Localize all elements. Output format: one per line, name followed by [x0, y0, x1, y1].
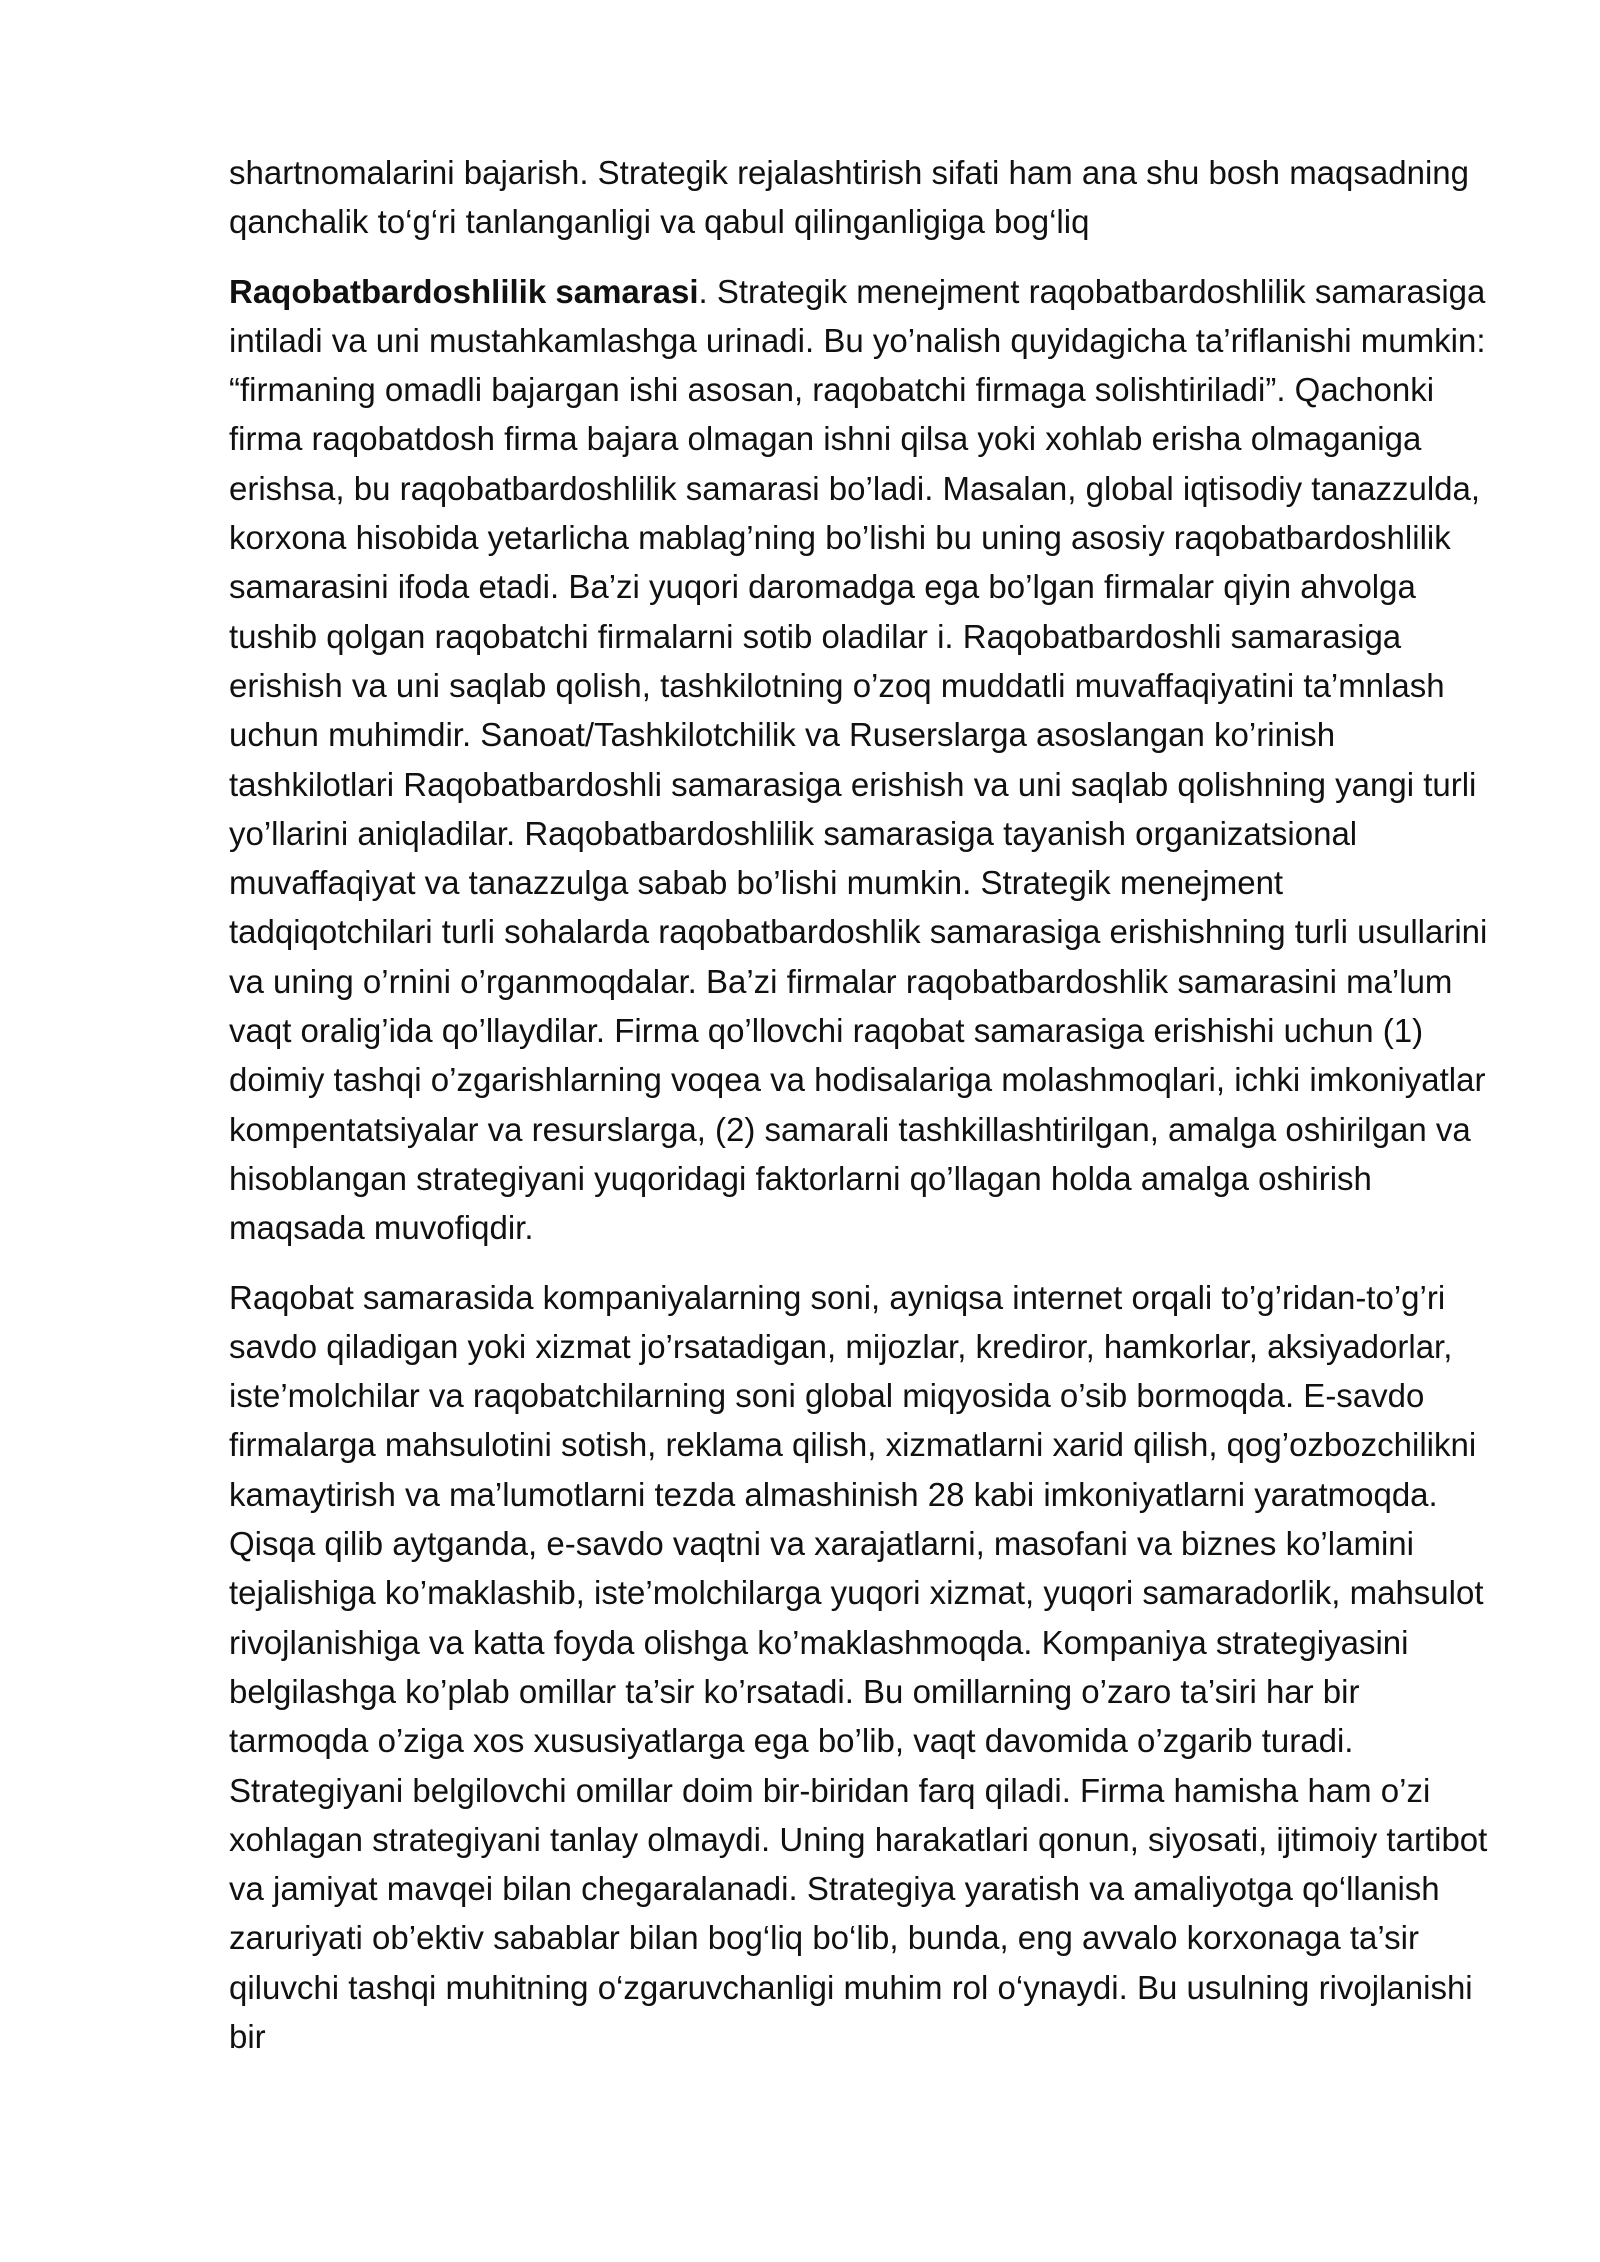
- paragraph-2: [229, 267, 1491, 1253]
- paragraph-1: [229, 148, 1491, 247]
- document-page: [229, 148, 1491, 2081]
- paragraph-3: [229, 1273, 1491, 2062]
- paragraph-1-text: shartnomalarini bajarish. Strategik rejalashtirish sifati ham ana shu bosh maqsadning qanchalik to‘g‘ri tanlanganligi va qabul qilinganligiga bog‘liq: [229, 154, 1469, 241]
- paragraph-2-heading: Raqobatbardoshlilik samarasi: [229, 272, 699, 310]
- paragraph-2-text: . Strategik menejment raqobatbardoshlilik samarasiga intiladi va uni mustahkamlashga urinadi. Bu yo’nalish quyidagicha ta’riflanishi mumkin: “firmaning omadli bajargan ishi asosan, raqobatchi firmaga solishtiriladi”. Qachonki firma raqobatdosh firma bajara olmagan ishni qilsa yoki xohlab erisha olmaganiga erishsa, bu raqobatbardoshlilik samarasi bo’ladi. Masalan, global iqtisodiy tanazzulda, korxona hisobida yetarlicha mablag’ning bo’lishi bu uning asosiy raqobatbardoshlilik samarasini ifoda etadi. Ba’zi yuqori daromadga ega bo’lgan firmalar qiyin ahvolga tushib qolgan raqobatchi firmalarni sotib oladilar i. Raqobatbardoshli samarasiga erishish va uni saqlab qolish, tashkilotning o’zoq muddatli muvaffaqiyatini ta’mnlash uchun muhimdir. Sanoat/Tashkilotchilik va Ruserslarga asoslangan ko’rinish tashkilotlari Raqobatbardoshli samarasiga erishish va uni saqlab qolishning yangi turli yo’llarini aniqladilar. Raqobatbardoshlilik samarasiga tayanish organizatsional muvaffaqiyat va tanazzulga sabab bo’lishi mumkin. Strategik menejment tadqiqotchilari turli sohalarda raqobatbardoshlik samarasiga erishishning turli usullarini va uning o’rnini o’rganmoqdalar. Ba’zi firmalar raqobatbardoshlik samarasini ma’lum vaqt oralig’ida qo’llaydilar. Firma qo’llovchi raqobat samarasiga erishishi uchun (1) doimiy tashqi o’zgarishlarning voqea va hodisalariga molashmoqlari, ichki imkoniyatlar kompentatsiyalar va resurslarga, (2) samarali tashkillashtirilgan, amalga oshirilgan va hisoblangan strategiyani yuqoridagi faktorlarni qo’llagan holda amalga oshirish maqsada muvofiqdir.: [229, 272, 1488, 1247]
- paragraph-3-text: Raqobat samarasida kompaniyalarning soni, ayniqsa internet orqali to’g’ridan-to’g’ri savdo qiladigan yoki xizmat jo’rsatadigan, mijozlar, krediror, hamkorlar, aksiyadorlar, iste’molchilar va raqobatchilarning soni global miqyosida o’sib bormoqda. E-savdo firmalarga mahsulotini sotish, reklama qilish, xizmatlarni xarid qilish, qog’ozbozchilikni kamaytirish va ma’lumotlarni tezda almashinish 28 kabi imkoniyatlarni yaratmoqda. Qisqa qilib aytganda, e-savdo vaqtni va xarajatlarni, masofani va biznes ko’lamini tejalishiga ko’maklashib, iste’molchilarga yuqori xizmat, yuqori samaradorlik, mahsulot rivojlanishiga va katta foyda olishga ko’maklashmoqda. Kompaniya strategiyasini belgilashga ko’plab omillar ta’sir ko’rsatadi. Bu omillarning o’zaro ta’siri har bir tarmoqda o’ziga xos xususiyatlarga ega bo’lib, vaqt davomida o’zgarib turadi. Strategiyani belgilovchi omillar doim bir-biridan farq qiladi. Firma hamisha ham o’zi xohlagan strategiyani tanlay olmaydi. Uning harakatlari qonun, siyosati, ijtimoiy tartibot va jamiyat mavqei bilan chegaralanadi. Strategiya yaratish va amaliyotga qo‘llanish zaruriyati ob’ektiv sabablar bilan bog‘liq bo‘lib, bunda, eng avvalo korxonaga ta’sir qiluvchi tashqi muhitning o‘zgaruvchanligi muhim rol o‘ynaydi. Bu usulning rivojlanishi bir: [229, 1278, 1488, 2055]
